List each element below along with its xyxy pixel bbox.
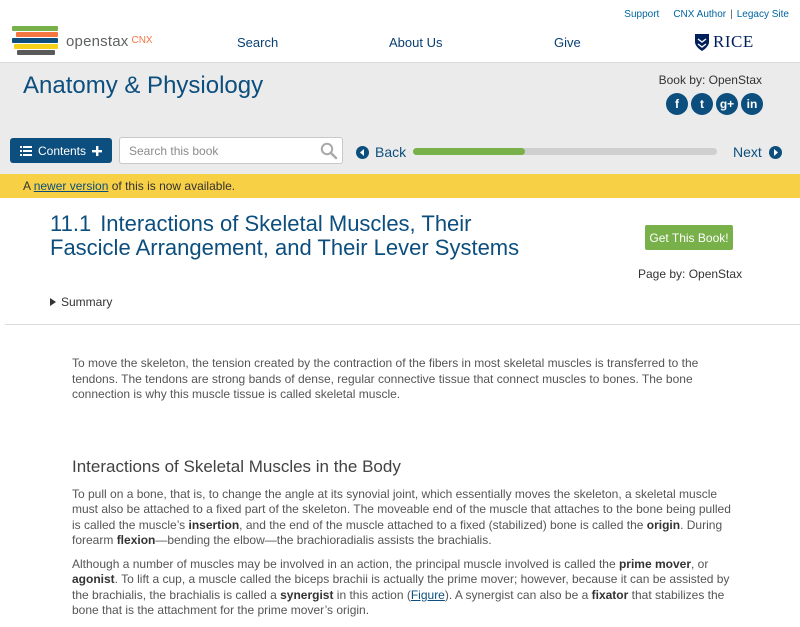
legacy-site-link[interactable]: Legacy Site (736, 9, 789, 20)
rice-logo[interactable] (694, 32, 754, 52)
paragraph-insertion-origin: To pull on a bone, that is, to change the angle at its synovial joint, which essentially moves the skeleton, a skeletal muscle must also be attached to a fixed part of the skeleton. The moveable end of the muscle that attaches to the bone being pulled is called the muscle’s insertion, and the end of the muscle attached to a fixed (stabilized) bone is called the origin. During forearm flexion—bending the elbow—the brachioradialis assists the brachialis. (72, 486, 731, 547)
page-content (72, 356, 732, 627)
newer-version-link[interactable]: newer version (33, 179, 109, 193)
linkedin-icon[interactable]: in (741, 93, 763, 115)
paragraph-prime-mover: Although a number of muscles may be involved in an action, the principal muscle involved is called the prime mover, or agonist. To lift a cup, a muscle called the biceps brachii is actually the prime mover; however, because it can be assisted by the brachialis, the brachialis is called a synergist in this action (Figure). A synergist can also be a fixator that stabilizes the bone that is the attachment for the prime mover’s origin. (72, 556, 730, 617)
book-title-band (0, 62, 800, 135)
get-this-book-button[interactable]: Get This Book! (645, 225, 733, 250)
openstax-wordmark: openstax (66, 32, 129, 50)
facebook-icon[interactable]: f (666, 93, 688, 115)
newer-version-notice (0, 174, 800, 198)
chevron-right-icon (769, 146, 782, 159)
openstax-logo[interactable] (12, 26, 153, 56)
summary-label: Summary (61, 295, 113, 309)
term-agonist: agonist (72, 572, 115, 586)
cnx-wordmark: CNX (131, 34, 153, 46)
book-search (119, 137, 343, 164)
list-icon (20, 146, 32, 156)
plus-icon (92, 146, 102, 156)
google-plus-icon[interactable]: g+ (716, 93, 738, 115)
term-flexion: flexion (116, 533, 156, 547)
section-heading: Interactions of Skeletal Muscles in the Body (72, 456, 401, 476)
book-progress-bar (413, 148, 717, 155)
support-link[interactable]: Support (624, 9, 660, 20)
book-toolbar (0, 135, 800, 174)
term-origin: origin (646, 517, 681, 532)
back-button[interactable] (356, 144, 406, 160)
term-insertion: insertion (188, 517, 240, 532)
section-title: Interactions of Skeletal Muscles, Their Fascicle Arrangement, and Their Lever Systems (50, 211, 520, 260)
site-header (0, 0, 800, 62)
term-prime-mover: prime mover (618, 556, 691, 571)
search-input[interactable] (120, 138, 310, 163)
section-number: 11.1 (50, 211, 92, 236)
back-label: Back (375, 144, 407, 160)
next-label: Next (733, 144, 762, 160)
utility-links (624, 9, 789, 20)
summary-toggle[interactable] (50, 295, 112, 309)
rice-wordmark: RICE (713, 32, 754, 51)
search-icon[interactable] (320, 142, 338, 160)
nav-about-us[interactable]: About Us (389, 35, 443, 50)
nav-search[interactable]: Search (237, 35, 279, 50)
contents-button[interactable] (10, 138, 112, 163)
page-by: Page by: OpenStax (638, 267, 743, 281)
book-title[interactable]: Anatomy & Physiology (23, 72, 264, 99)
intro-paragraph: To move the skeleton, the tension created by the contraction of the fibers in most skeletal muscles is transferred to the tendons. The tendons are strong bands of dense, regular connective tissue that connect muscles to bones. The bone connection is why this muscle tissue is called skeletal muscle. (72, 356, 699, 401)
openstax-logo-icon (12, 26, 60, 56)
caret-right-icon (50, 298, 56, 306)
cnx-author-link[interactable]: CNX Author (673, 9, 727, 20)
contents-label: Contents (37, 143, 87, 158)
divider (5, 324, 800, 325)
next-button[interactable] (733, 144, 782, 160)
term-synergist: synergist (280, 587, 334, 602)
book-by: Book by: OpenStax (658, 73, 762, 87)
social-share (666, 93, 763, 115)
twitter-icon[interactable]: t (691, 93, 713, 115)
page-title (50, 212, 550, 260)
utility-separator: | (730, 9, 733, 20)
notice-suffix: of this is now available. (108, 179, 236, 193)
term-fixator: fixator (591, 587, 629, 602)
notice-prefix: A (23, 179, 34, 193)
figure-link[interactable]: Figure (410, 587, 445, 602)
chevron-left-icon (356, 146, 369, 159)
nav-give[interactable]: Give (554, 35, 581, 50)
progress-fill (413, 148, 525, 155)
rice-shield-icon (694, 33, 710, 52)
